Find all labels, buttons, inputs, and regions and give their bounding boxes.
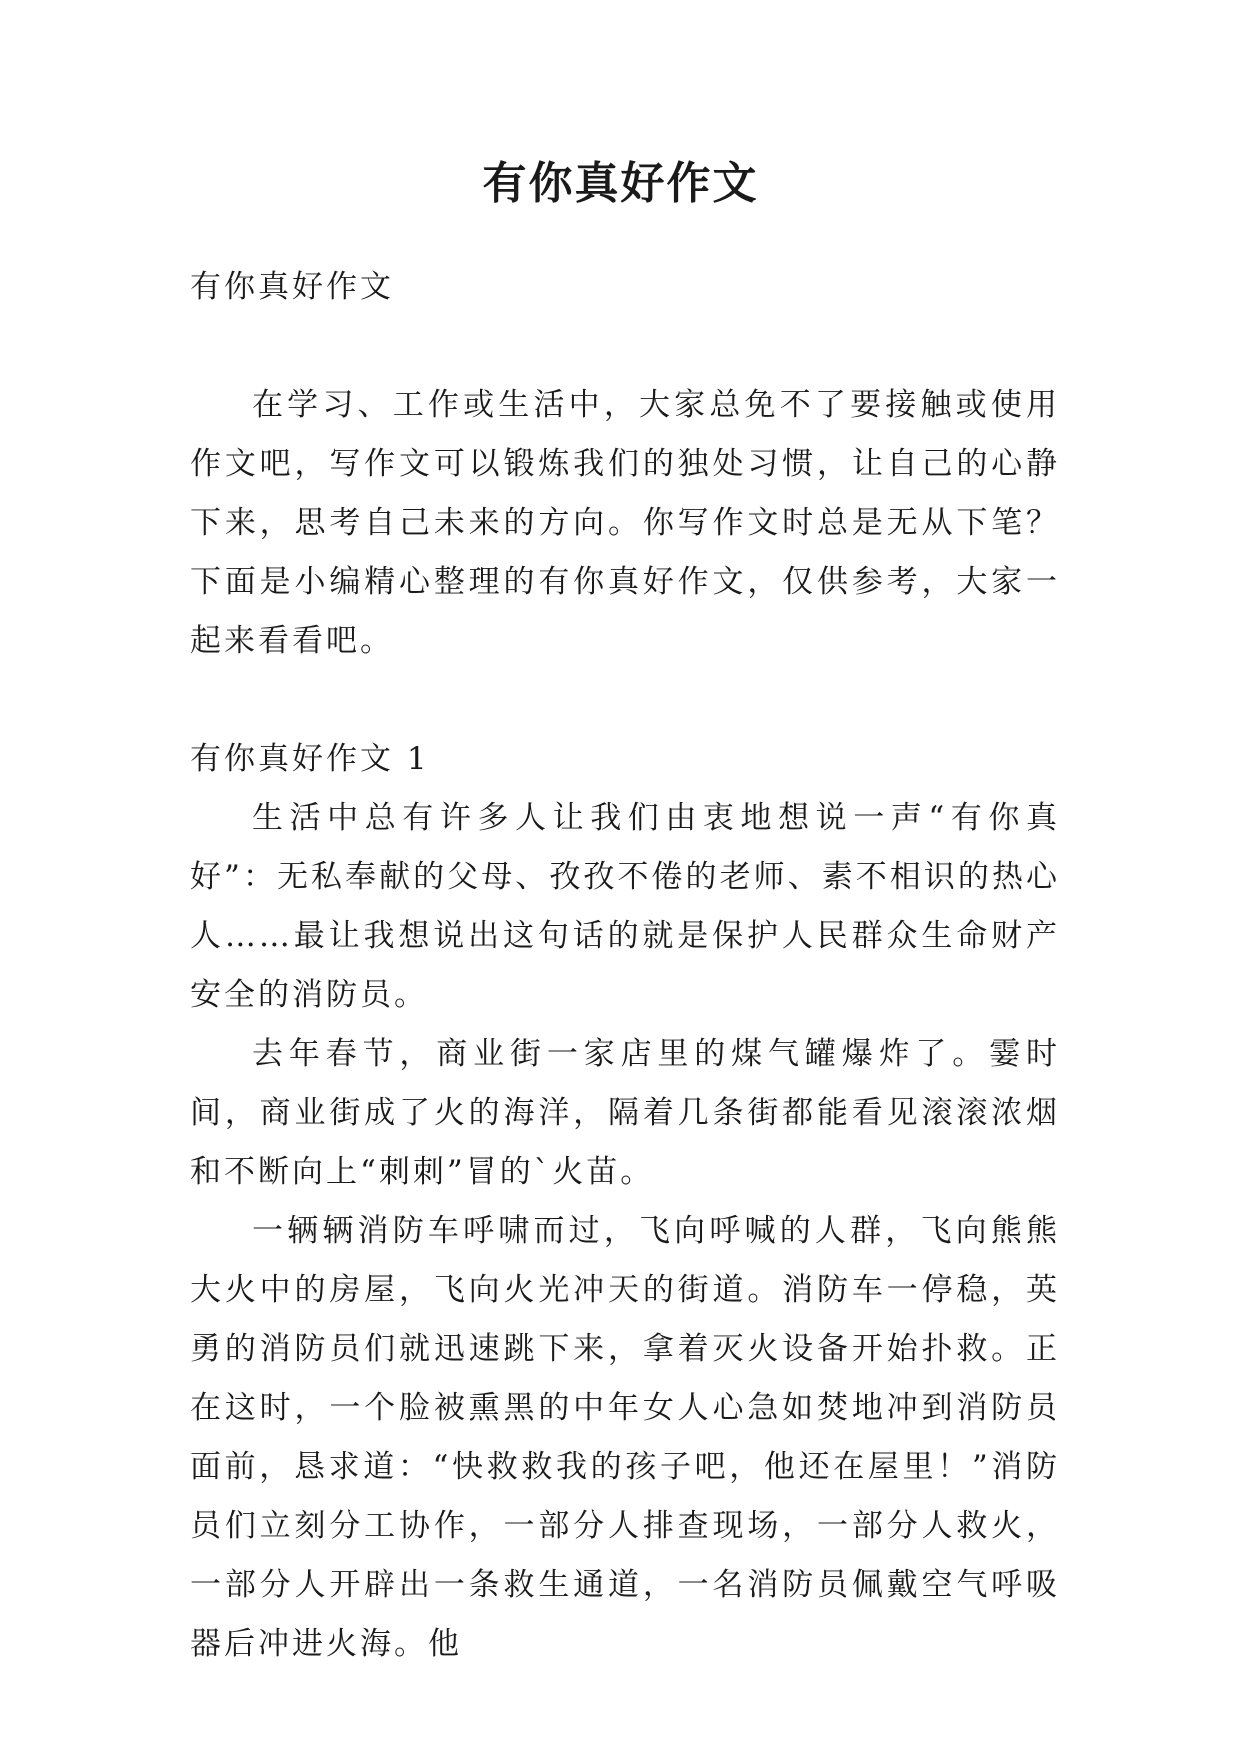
intro-paragraph: 在学习、工作或生活中，大家总免不了要接触或使用作文吧，写作文可以锻炼我们的独处习惯，让自己的心静下来，思考自己未来的方向。你写作文时总是无从下笔？下面是小编精心整理的有你真好作文，仅供参考，大家一起来看看吧。 [190,387,1060,659]
document-body [190,258,1060,1674]
body-paragraph-1: 生活中总有许多人让我们由衷地想说一声“有你真好”：无私奉献的父母、孜孜不倦的老师、素不相识的热心人……最让我想说出这句话的就是保护人民群众生命财产安全的消防员。 [190,800,1060,1013]
document-subtitle: 有你真好作文 [190,269,394,305]
section-heading: 有你真好作文 1 [190,741,430,777]
body-paragraph-2: 去年春节，商业街一家店里的煤气罐爆炸了。霎时间，商业街成了火的海洋，隔着几条街都能看见滚滚浓烟和不断向上“刺刺”冒的`火苗。 [190,1036,1060,1190]
body-paragraph-3: 一辆辆消防车呼啸而过，飞向呼喊的人群，飞向熊熊大火中的房屋，飞向火光冲天的街道。消防车一停稳，英勇的消防员们就迅速跳下来，拿着灭火设备开始扑救。正在这时，一个脸被熏黑的中年女人心急如焚地冲到消防员面前，恳求道：“快救救我的孩子吧，他还在屋里！”消防员们立刻分工协作，一部分人排查现场，一部分人救火，一部分人开辟出一条救生通道，一名消防员佩戴空气呼吸器后冲进火海。他 [190,1213,1060,1662]
document-title: 有你真好作文 [482,158,759,209]
